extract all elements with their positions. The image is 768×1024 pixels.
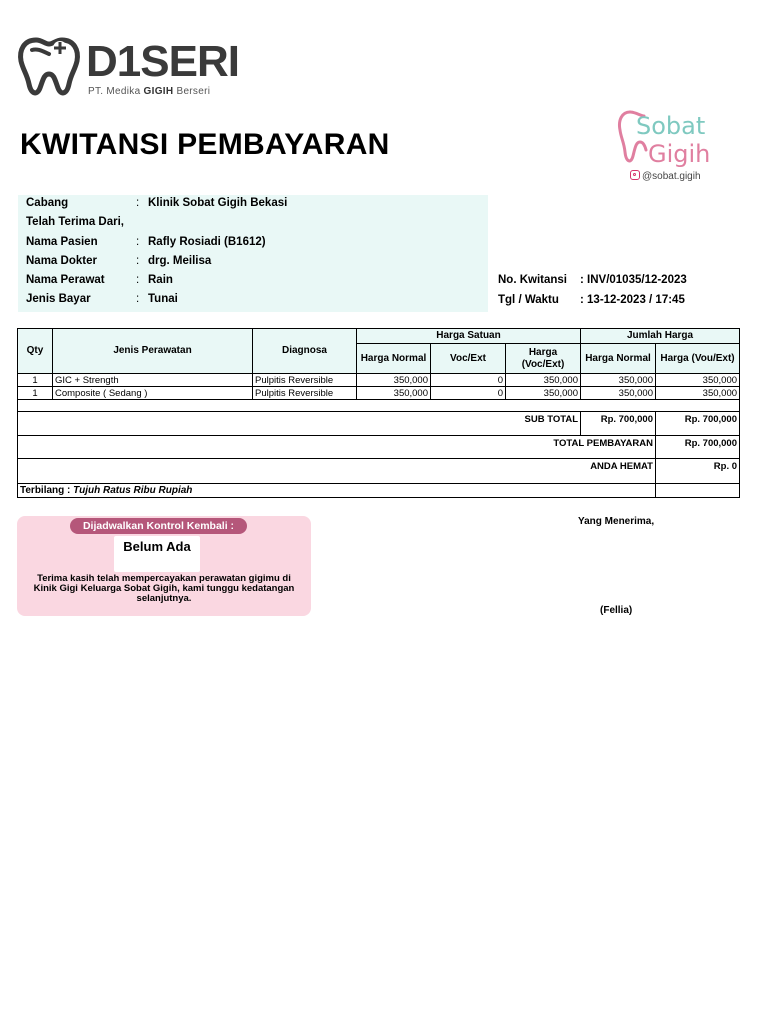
- savings-row: [18, 459, 740, 484]
- subtotal-vou: Rp. 700,000: [656, 412, 740, 436]
- subtotal-normal: Rp. 700,000: [581, 412, 656, 436]
- col-harga-satuan: Harga Satuan: [357, 329, 581, 344]
- amount-in-words: Terbilang : Tujuh Ratus Ribu Rupiah: [18, 484, 656, 498]
- gigih-word: Gigih: [648, 140, 711, 168]
- brand-name: D1SERI: [86, 37, 239, 86]
- d1seri-logo: [16, 34, 239, 100]
- col-qty: Qty: [18, 329, 53, 374]
- next-appointment-value-box: [114, 536, 200, 572]
- tooth-icon: [16, 34, 82, 98]
- total-value: Rp. 700,000: [656, 436, 740, 459]
- spacer-row: [18, 400, 740, 412]
- next-appointment-label: Dijadwalkan Kontrol Kembali :: [70, 518, 247, 534]
- treatment-table: [17, 328, 740, 498]
- col-diagnosa: Diagnosa: [253, 329, 357, 374]
- next-appointment-box: [17, 516, 311, 616]
- instagram-handle: @sobat.gigih: [630, 170, 701, 182]
- subtotal-label: SUB TOTAL: [18, 412, 581, 436]
- col-voc-ext: Voc/Ext: [431, 344, 506, 374]
- savings-label: ANDA HEMAT: [18, 459, 656, 484]
- company-name: PT. Medika GIGIH Berseri: [88, 86, 211, 97]
- page-title: KWITANSI PEMBAYARAN: [20, 128, 390, 161]
- receiver-label: Yang Menerima,: [578, 516, 655, 527]
- thank-you-note: Terima kasih telah mempercayakan perawatan gigimu di Kinik Gigi Keluarga Sobat Gigih, kami tunggu kedatangan selanjutnya.: [33, 573, 295, 604]
- plus-icon: [53, 41, 67, 55]
- col-jumlah-normal: Harga Normal: [581, 344, 656, 374]
- next-appointment-value: Belum Ada: [123, 539, 191, 554]
- savings-value: Rp. 0: [656, 459, 740, 484]
- sobat-word: Sobat: [636, 112, 706, 140]
- terbilang-row: [18, 484, 740, 498]
- patient-info-panel: Cabang : Klinik Sobat Gigih Bekasi Telah Terima Dari, Nama Pasien : Rafly Rosiadi (B1612) Nama Dokter : drg. Meilisa Nama Perawat : Rain Jenis Bayar : Tunai: [18, 195, 488, 312]
- sobat-gigih-logo: [612, 104, 722, 186]
- col-jumlah-vou-ext: Harga (Vou/Ext): [656, 344, 740, 374]
- receiver-name: (Fellia): [600, 605, 633, 616]
- table-row: 1 GIC + Strength Pulpitis Reversible 350,000 0 350,000 350,000 350,000: [18, 374, 740, 387]
- instagram-icon: [630, 170, 640, 180]
- col-harga-voc-ext: Harga (Voc/Ext): [506, 344, 581, 374]
- col-jenis-perawatan: Jenis Perawatan: [53, 329, 253, 374]
- sobat-gigih-emblem: [612, 104, 722, 170]
- col-harga-normal: Harga Normal: [357, 344, 431, 374]
- table-row: 1 Composite ( Sedang ) Pulpitis Reversible 350,000 0 350,000 350,000 350,000: [18, 387, 740, 400]
- subtotal-row: [18, 412, 740, 436]
- total-label: TOTAL PEMBAYARAN: [18, 436, 656, 459]
- col-jumlah-harga: Jumlah Harga: [581, 329, 740, 344]
- total-row: [18, 436, 740, 459]
